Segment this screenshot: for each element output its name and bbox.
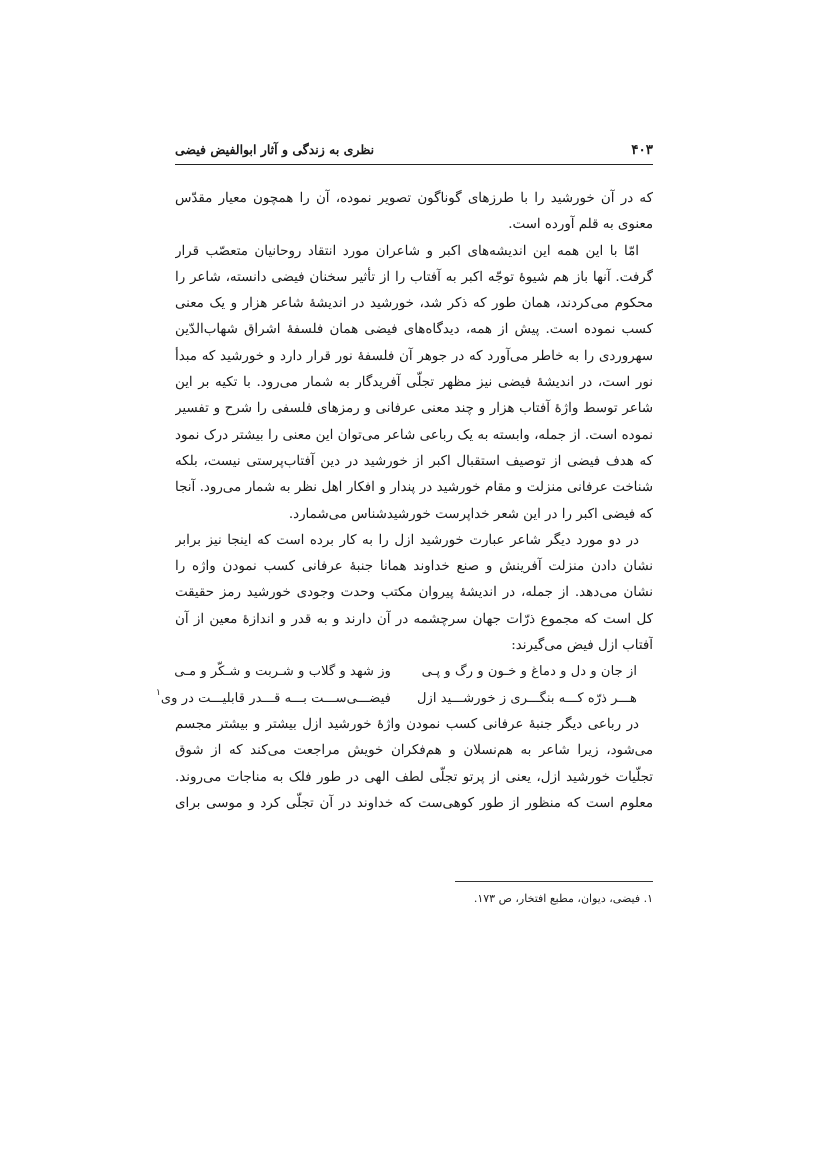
text-line: گرفت. آنها باز هم شیوهٔ توجّه اکبر به آفتاب را از تأثیر سخنان فیضی دانسته، شاعر را (175, 269, 653, 285)
verse-line (155, 686, 653, 712)
verse-hemistich-left: وز شهد و گلاب و شـربت و شـکّر و مـی (174, 664, 391, 680)
main-text (155, 186, 653, 817)
text-line: که فیضی اکبر را در این شعر خداپرست خورشیدشناس می‌شمارد. (288, 506, 653, 522)
footnote-rule (455, 881, 653, 882)
text-line: که در آن خورشید را با طرزهای گوناگون تصویر نموده، آن را همچون معیار مقدّس (175, 191, 653, 206)
text-line: در دو مورد دیگر شاعر عبارت خورشید ازل را به کار برده است که اینجا نیز برابر (175, 532, 639, 548)
text-line: معنوی به قلم آورده است. (508, 217, 653, 233)
text-line: در رباعی دیگر جنبهٔ عرفانی کسب نمودن واژهٔ خورشید ازل بیشتر و بیشتر مجسم (175, 716, 639, 732)
text-line: می‌شود، زیرا شاعر به هم‌نسلان و هم‌فکران خویش مراجعت می‌کند که از شوق (175, 743, 653, 759)
page-number: ۴۰۳ (631, 142, 653, 158)
header-rule (175, 164, 653, 165)
text-line: نور است، در اندیشهٔ فیضی نیز مظهر تجلّی آفریدگار به شمار می‌رود. با تکیه بر این (175, 375, 653, 391)
text-line: محکوم می‌کردند، همان طور که ذکر شد، خورشید در اندیشهٔ شاعر هزار و یک معنی (175, 296, 653, 312)
verse-hemistich-left (156, 686, 391, 712)
text-line: نموده است. از جمله، وابسته به یک رباعی شاعر می‌توان این معنی را بیشتر درک نمود (175, 427, 653, 443)
text-line: امّا با این همه این اندیشه‌های اکبر و شاعران مورد انتقاد روحانیان متعصّب قرار (175, 243, 639, 259)
text-line: که هدف فیضی از توصیف استقبال اکبر از خورشید در دین آفتاب‌پرستی نیست، بلکه (175, 453, 653, 469)
running-head (175, 140, 653, 162)
text-line: کسب نموده است. پیش از همه، دیدگاه‌های فیضی همان فلسفهٔ اشراق شهاب‌الدّین (175, 322, 653, 338)
text-line: معلوم است که منظور از طور کوهی‌ست که خداوند در آن تجلّی کرد و موسی برای (175, 795, 653, 811)
verse-hemistich-text: فیضـــی‌ســـت بـــه قـــدر قابلیـــت در وی (160, 690, 391, 706)
verse-hemistich-right: هـــر ذرّه کـــه بنگـــری ز خورشـــید ازل (416, 690, 637, 706)
text-line: آفتاب ازل فیض می‌گیرند: (511, 638, 653, 654)
text-line: تجلّیات خورشید ازل، یعنی از پرتو تجلّی لطف الهی در طور فلک به مناجات می‌روند. (175, 769, 653, 785)
text-line: نشان دادن منزلت آفرینش و صنع خداوند همانا جنبهٔ عرفانی کسب نمودن واژه را (175, 559, 653, 575)
text-line: شناخت عرفانی منزلت و مقام خورشید در پندار و افکار اهل نظر به شمار می‌رود. آنجا (175, 480, 653, 496)
verse-line (175, 659, 653, 685)
text-line: نشان می‌دهد. از جمله، در اندیشهٔ پیروان مکتب وحدت وجودی خورشید رمز حقیقت (175, 585, 653, 601)
footnote-mark: ۱ (155, 687, 161, 698)
verse-hemistich-right: از جان و دل و دماغ و خـون و رگ و پـی (421, 664, 637, 680)
footnote: ۱. فیضی، دیوان، مطبع افتخار، ص ۱۷۳. (473, 892, 653, 905)
text-line: شاعر توسط واژهٔ آفتاب هزار و چند معنی عرفانی و رمزهای فلسفی را شرح و تفسیر (175, 401, 653, 417)
text-line: کل است که مجموع ذرّات جهان سرچشمه در آن دارند و به قدر و اندازهٔ معین از آن (175, 611, 653, 627)
text-line: سهروردی را به خاطر می‌آورد که در جوهر آن فلسفهٔ نور قرار دارد و خورشید که مبدأ (175, 348, 653, 364)
running-title: نظری به زندگی و آثار ابوالفیض فیضی (175, 142, 375, 157)
